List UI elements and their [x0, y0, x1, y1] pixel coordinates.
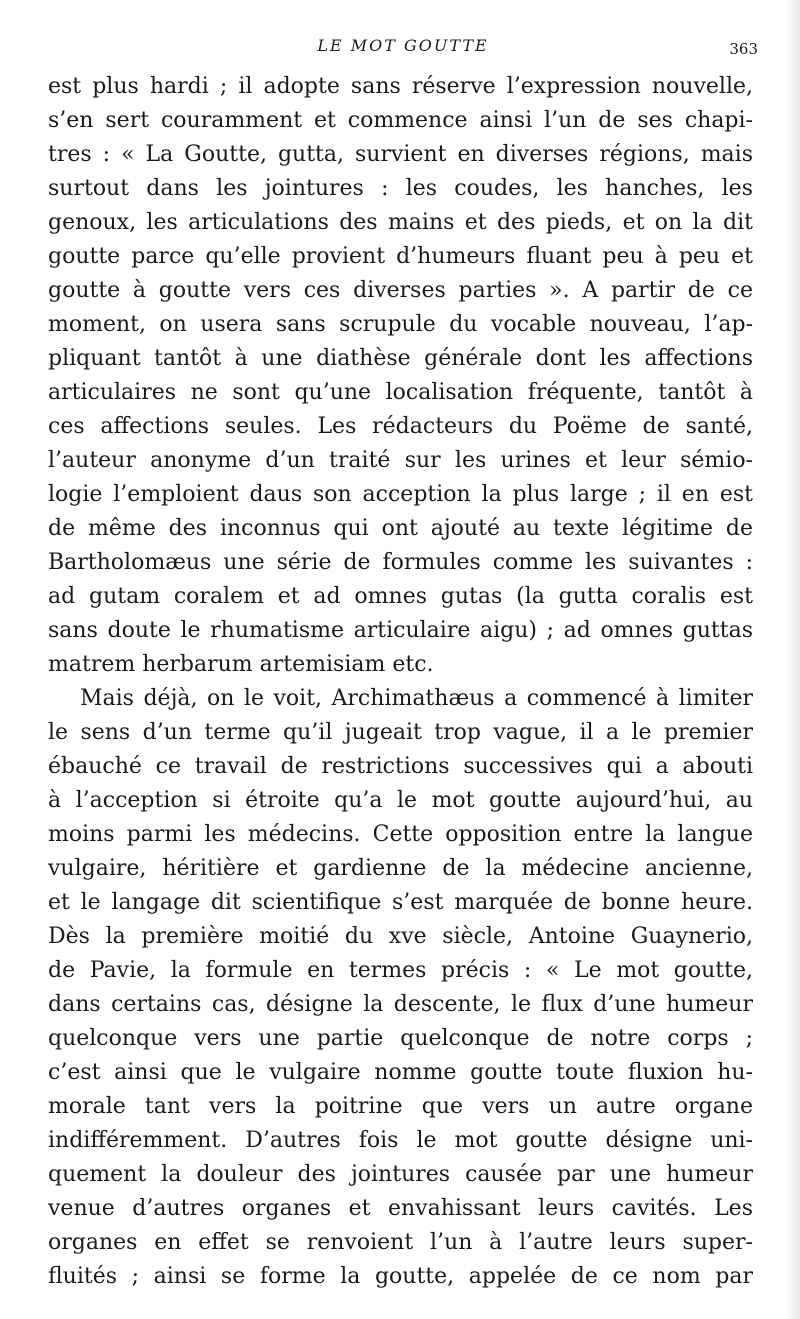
body-text — [48, 70, 753, 1294]
text-line: le sens d’un terme qu’il jugeait trop vague, il a le premier — [48, 720, 753, 745]
text-line: goutte parce qu’elle provient d’humeurs fluant peu à peu et — [48, 244, 753, 269]
text-line: matrem herbarum artemisiam etc. — [48, 652, 434, 677]
text-line: est plus hardi ; il adopte sans réserve l’expression nouvelle, — [48, 74, 753, 99]
text-line: Dès la première moitié du xve siècle, Antoine Guaynerio, — [48, 924, 753, 949]
page-header — [48, 32, 758, 60]
text-line: et le langage dit scientifique s’est marquée de bonne heure. — [48, 890, 753, 915]
text-line: sans doute le rhumatisme articulaire aigu) ; ad omnes guttas — [48, 618, 753, 643]
text-line: moins parmi les médecins. Cette opposition entre la langue — [48, 822, 753, 847]
text-line: à l’acception si étroite qu’a le mot goutte aujourd’hui, au — [48, 788, 753, 813]
text-line: organes en effet se renvoient l’un à l’autre leurs super- — [48, 1230, 753, 1255]
text-line: articulaires ne sont qu’une localisation fréquente, tantôt à — [48, 380, 753, 405]
text-line: goutte à goutte vers ces diverses parties ». A partir de ce — [48, 278, 753, 303]
text-line: quement la douleur des jointures causée par une humeur — [48, 1162, 753, 1187]
text-line: de Pavie, la formule en termes précis : « Le mot goutte, — [48, 958, 753, 983]
text-line: vulgaire, héritière et gardienne de la médecine ancienne, — [48, 856, 753, 881]
text-line: Mais déjà, on le voit, Archimathæus a commencé à limiter — [80, 686, 753, 711]
text-line: genoux, les articulations des mains et des pieds, et on la dit — [48, 210, 753, 235]
text-line: l’auteur anonyme d’un traité sur les urines et leur sémio- — [48, 448, 753, 473]
text-line: ébauché ce travail de restrictions successives qui a abouti — [48, 754, 753, 779]
text-line: pliquant tantôt à une diathèse générale dont les affections — [48, 346, 753, 371]
text-line: moment, on usera sans scrupule du vocable nouveau, l’ap- — [48, 312, 753, 337]
running-title: LE MOT GOUTTE — [317, 36, 489, 55]
text-line: tres : « La Goutte, gutta, survient en diverses régions, mais — [48, 142, 753, 167]
text-line: s’en sert couramment et commence ainsi l’un de ses chapi- — [48, 108, 753, 133]
page-edge-shadow — [786, 0, 800, 1319]
text-line: surtout dans les jointures : les coudes, les hanches, les — [48, 176, 753, 201]
text-line: Bartholomæus une série de formules comme les suivantes : — [48, 550, 753, 575]
text-line: de même des inconnus qui ont ajouté au texte légitime de — [48, 516, 753, 541]
text-line: fluités ; ainsi se forme la goutte, appelée de ce nom par — [48, 1264, 753, 1289]
text-line: quelconque vers une partie quelconque de notre corps ; — [48, 1026, 753, 1051]
text-line: morale tant vers la poitrine que vers un autre organe — [48, 1094, 753, 1119]
text-line: ces affections seules. Les rédacteurs du Poëme de santé, — [48, 414, 753, 439]
page-number: 363 — [729, 40, 758, 58]
text-line: dans certains cas, désigne la descente, le flux d’une humeur — [48, 992, 753, 1017]
text-line: venue d’autres organes et envahissant leurs cavités. Les — [48, 1196, 753, 1221]
text-line: indifféremment. D’autres fois le mot goutte désigne uni- — [48, 1128, 753, 1153]
text-line: logie l’emploient daus son acception la plus large ; il en est — [48, 482, 753, 507]
text-line: ad gutam coralem et ad omnes gutas (la gutta coralis est — [48, 584, 753, 609]
text-line: c’est ainsi que le vulgaire nomme goutte toute fluxion hu- — [48, 1060, 753, 1085]
